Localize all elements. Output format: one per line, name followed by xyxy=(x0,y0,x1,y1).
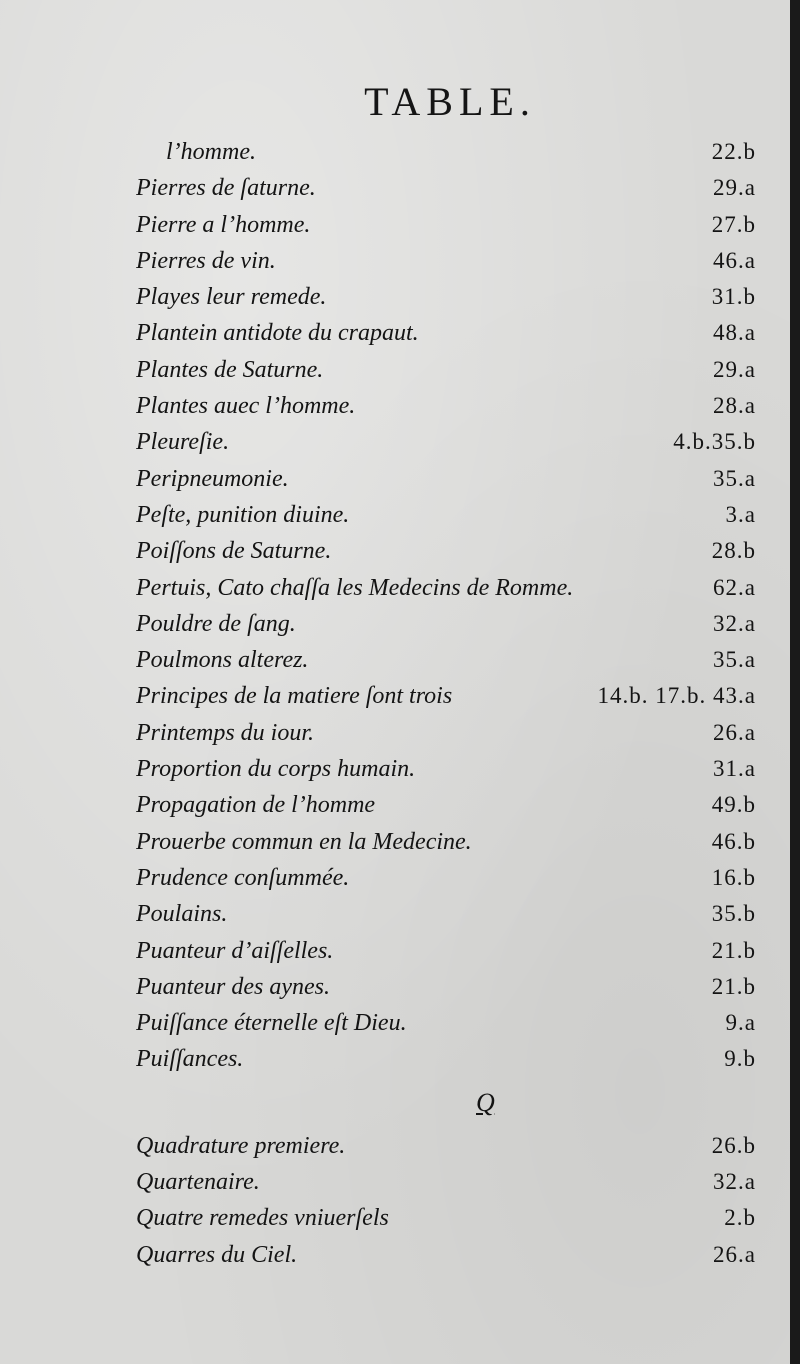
page-edge-shadow xyxy=(790,0,800,1364)
index-entry xyxy=(136,1200,756,1236)
index-entry xyxy=(136,1041,756,1077)
entry-label: Quatre remedes vniuerſels xyxy=(136,1205,389,1232)
index-entry xyxy=(136,170,756,206)
entry-label: Puanteur des aynes. xyxy=(136,973,330,1000)
entry-label: Pierres de vin. xyxy=(136,247,276,274)
entry-label: Puanteur d’aiſſelles. xyxy=(136,937,334,964)
index-entry xyxy=(136,315,756,351)
entry-page-ref: 28.b xyxy=(711,538,756,564)
entry-page-ref: 16.b xyxy=(711,864,756,890)
entry-page-ref: 35.a xyxy=(713,647,756,673)
entry-page-ref: 49.b xyxy=(711,792,756,818)
index-entry xyxy=(136,279,756,315)
index-entry xyxy=(136,134,756,170)
index-entry xyxy=(136,533,756,569)
index-entry xyxy=(136,606,756,642)
entry-page-ref: 31.b xyxy=(711,284,756,310)
index-entry xyxy=(136,497,756,533)
index-entry xyxy=(136,642,756,678)
entry-label: Principes de la matiere ſont trois xyxy=(136,683,453,710)
index-entry xyxy=(136,715,756,751)
index-entry xyxy=(136,1005,756,1041)
index-entry xyxy=(136,751,756,787)
entry-label: Playes leur remede. xyxy=(136,284,327,311)
section-heading-q xyxy=(136,1078,756,1128)
entry-label: Propagation de l’homme xyxy=(136,792,376,819)
index-entry xyxy=(136,461,756,497)
entry-page-ref: 32.a xyxy=(713,1169,756,1195)
index-entry xyxy=(136,678,756,714)
index-entry xyxy=(136,1128,756,1164)
entry-label: l’homme. xyxy=(166,139,256,165)
index-entry xyxy=(136,207,756,243)
entry-page-ref: 29.a xyxy=(713,356,756,382)
index-entry xyxy=(136,824,756,860)
entry-label: Quadrature premiere. xyxy=(136,1132,346,1159)
entry-label: Prudence conſummée. xyxy=(136,864,350,891)
entry-page-ref: 46.a xyxy=(713,247,756,273)
entry-page-ref: 31.a xyxy=(713,756,756,782)
entry-label: Poulmons alterez. xyxy=(136,647,309,674)
entry-label: Quarres du Ciel. xyxy=(136,1241,298,1268)
entry-label: Quartenaire. xyxy=(136,1169,260,1196)
entry-label: Poulains. xyxy=(136,901,228,928)
entry-label: Peſte, punition diuine. xyxy=(136,501,350,528)
entry-label: Puiſſance éternelle eſt Dieu. xyxy=(136,1010,407,1037)
page-title: TABLE. xyxy=(364,79,536,124)
entry-page-ref: 28.a xyxy=(713,393,756,419)
entry-page-ref: 26.a xyxy=(713,719,756,745)
index-entry xyxy=(136,860,756,896)
entry-label: Pouldre de ſang. xyxy=(136,610,296,637)
index-entry xyxy=(136,570,756,606)
section-letter: Q xyxy=(476,1087,495,1117)
entry-page-ref: 4.b.35.b xyxy=(673,429,756,455)
entry-label: Pleureſie. xyxy=(136,429,230,456)
entry-page-ref: 62.a xyxy=(713,574,756,600)
entry-label: Proportion du corps humain. xyxy=(136,756,416,783)
index-entry xyxy=(136,896,756,932)
entry-label: Plantein antidote du crapaut. xyxy=(136,320,419,347)
entry-page-ref: 9.a xyxy=(725,1010,756,1036)
index-entry xyxy=(136,424,756,460)
entry-page-ref: 21.b xyxy=(711,937,756,963)
index-entry xyxy=(136,352,756,388)
entry-page-ref: 29.a xyxy=(713,175,756,201)
entry-label: Prouerbe commun en la Medecine. xyxy=(136,828,472,855)
index-entry xyxy=(136,388,756,424)
entry-label: Plantes auec l’homme. xyxy=(136,393,356,420)
section-p xyxy=(136,134,756,1078)
entry-label: Pierre a l’homme. xyxy=(136,211,311,238)
index-entry xyxy=(136,1237,756,1273)
entry-page-ref: 26.a xyxy=(713,1241,756,1267)
entry-label: Pierres de ſaturne. xyxy=(136,175,316,202)
entry-label: Puiſſances. xyxy=(136,1046,244,1073)
index-entry xyxy=(136,1164,756,1200)
index-entry xyxy=(136,969,756,1005)
entry-page-ref: 2.b xyxy=(724,1205,756,1231)
entry-page-ref: 35.b xyxy=(711,901,756,927)
entry-page-ref: 3.a xyxy=(725,501,756,527)
section-q xyxy=(136,1128,756,1273)
index-table xyxy=(136,134,756,1273)
index-entry xyxy=(136,243,756,279)
entry-label: Peripneumonie. xyxy=(136,465,289,492)
entry-page-ref: 26.b xyxy=(711,1132,756,1158)
entry-page-ref: 35.a xyxy=(713,465,756,491)
entry-label: Printemps du iour. xyxy=(136,719,315,746)
entry-page-ref: 14.b. 17.b. 43.a xyxy=(597,683,756,709)
entry-label: Poiſſons de Saturne. xyxy=(136,538,332,565)
entry-page-ref: 32.a xyxy=(713,610,756,636)
entry-page-ref: 27.b xyxy=(711,211,756,237)
index-entry xyxy=(136,933,756,969)
entry-page-ref: 48.a xyxy=(713,320,756,346)
entry-page-ref: 22.b xyxy=(711,139,756,164)
entry-page-ref: 21.b xyxy=(711,973,756,999)
entry-label: Pertuis, Cato chaſſa les Medecins de Romme. xyxy=(136,574,574,601)
index-entry xyxy=(136,787,756,823)
entry-page-ref: 46.b xyxy=(711,828,756,854)
entry-label: Plantes de Saturne. xyxy=(136,356,324,383)
entry-page-ref: 9.b xyxy=(724,1046,756,1072)
